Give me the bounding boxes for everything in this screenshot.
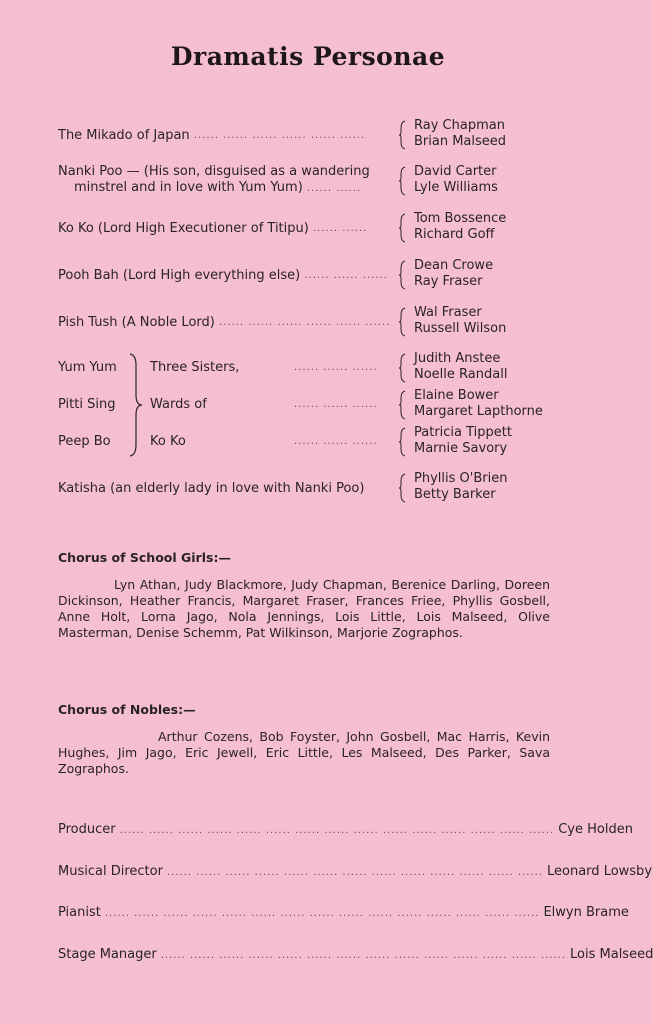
sister-row-pitti-sing xyxy=(58,388,554,422)
sister-name: Yum Yum xyxy=(58,360,117,375)
leader-dots: ...... ...... ...... ...... ...... ...... ...... ...... ...... ...... ...... ...... ...... ...... xyxy=(160,950,567,961)
chorus-girls-names: Lyn Athan, Judy Blackmore, Judy Chapman, Berenice Darling, Doreen Dickinson, Heather Francis, Margaret Fraser, Frances Friee, Phyllis Gosbell, Anne Holt, Lorna Jago, Nola Jennings, Lois Little, Lois Malseed, Olive Masterman, Denise Schemm, Pat Wilkinson, Marjorie Zographos. xyxy=(58,577,550,640)
brace-icon xyxy=(398,353,406,383)
role-label: Pooh Bah (Lord High everything else) ...... ...... ...... xyxy=(58,267,388,283)
credit-stage-manager: Stage Manager ...... ...... ...... ...... ...... ...... ...... ...... ...... ...... ...... ...... ...... ...... Lois Malseed xyxy=(58,947,653,962)
brace-icon xyxy=(398,120,406,150)
sister-name: Peep Bo xyxy=(58,434,111,449)
brace-icon xyxy=(398,473,406,503)
leader-dots: ...... ...... ...... ...... ...... ...... ...... ...... ...... ...... ...... ...... ...... ...... ...... xyxy=(104,908,540,919)
role-label: Nanki Poo — (His son, disguised as a wandering minstrel and in love with Yum Yum) ...... ...... xyxy=(58,164,370,195)
leader-dots: ...... ...... ...... ...... ...... ...... ...... ...... ...... ...... ...... ...... ...... xyxy=(166,867,544,878)
brace-icon xyxy=(398,390,406,420)
leader-dots: ...... ...... ...... xyxy=(294,399,378,410)
brace-icon xyxy=(398,307,406,337)
actors: David Carter Lyle Williams xyxy=(414,164,498,195)
brace-icon xyxy=(398,213,406,243)
role-label: Pish Tush (A Noble Lord) ...... ...... ...... ...... ...... ...... xyxy=(58,314,391,330)
actors: Ray Chapman Brian Malseed xyxy=(414,118,507,149)
actors: Tom Bossence Richard Goff xyxy=(414,211,507,242)
chorus-nobles-names: Arthur Cozens, Bob Foyster, John Gosbell, Mac Harris, Kevin Hughes, Jim Jago, Eric Jewell, Eric Little, Les Malseed, Des Parker, Sava Zographos. xyxy=(58,729,550,776)
leader-dots: ...... ...... ...... xyxy=(294,436,378,447)
sister-row-peep-bo xyxy=(58,425,554,459)
credit-producer: Producer ...... ...... ...... ...... ...... ...... ...... ...... ...... ...... ...... ...... ...... ...... ...... Cye Holden xyxy=(58,822,633,837)
actors: Elaine Bower Margaret Lapthorne xyxy=(414,388,543,419)
leader-dots: ...... ...... ...... xyxy=(294,362,378,373)
actors: Patricia Tippett Marnie Savory xyxy=(414,425,512,456)
sister-desc: Three Sisters, xyxy=(150,360,240,375)
page-title: Dramatis Personae xyxy=(170,42,446,71)
actors: Judith Anstee Noelle Randall xyxy=(414,351,508,382)
actors: Dean Crowe Ray Fraser xyxy=(414,258,494,289)
role-label: The Mikado of Japan ...... ...... ...... ...... ...... ...... xyxy=(58,127,366,143)
brace-icon xyxy=(398,166,406,196)
actors: Wal Fraser Russell Wilson xyxy=(414,305,507,336)
role-label: Ko Ko (Lord High Executioner of Titipu) ...... ...... xyxy=(58,220,368,236)
sister-desc: Ko Ko xyxy=(150,434,186,449)
actors: Phyllis O'Brien Betty Barker xyxy=(414,471,508,502)
chorus-girls-heading: Chorus of School Girls:— xyxy=(58,550,231,565)
chorus-nobles-heading: Chorus of Nobles:— xyxy=(58,702,196,717)
sisters-block xyxy=(58,351,554,461)
leader-dots: ...... ...... ...... ...... ...... ...... ...... ...... ...... ...... ...... ...... ...... ...... ...... xyxy=(119,825,555,836)
brace-icon xyxy=(398,427,406,457)
sister-name: Pitti Sing xyxy=(58,397,116,412)
brace-icon xyxy=(398,260,406,290)
credit-pianist: Pianist ...... ...... ...... ...... ...... ...... ...... ...... ...... ...... ...... ...... ...... ...... ...... Elwyn Brame xyxy=(58,905,629,920)
sister-row-yum-yum xyxy=(58,351,554,385)
sister-desc: Wards of xyxy=(150,397,207,412)
credit-musical-director: Musical Director ...... ...... ...... ...... ...... ...... ...... ...... ...... ...... ...... ...... ...... Leonard Lowsby xyxy=(58,864,653,879)
role-label: Katisha (an elderly lady in love with Nanki Poo) xyxy=(58,480,365,496)
